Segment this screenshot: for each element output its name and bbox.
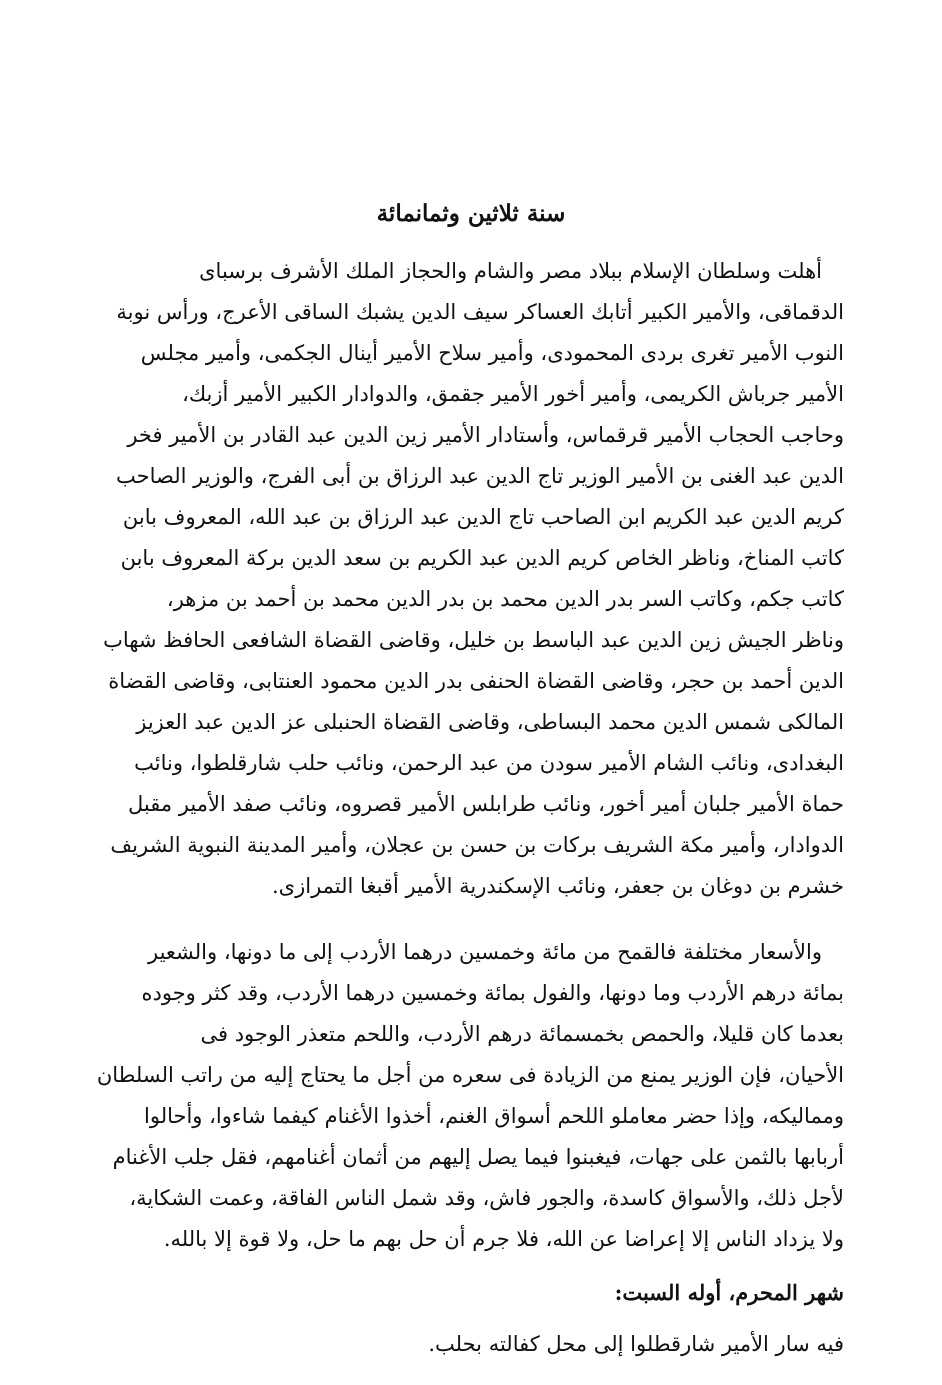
text-line: البغدادى، ونائب الشام الأمير سودن من عبد الرحمن، ونائب حلب شارقلطوا، ونائب (134, 751, 844, 775)
text-line: والأسعار مختلفة فالقمح من مائة وخمسين درهما الأردب إلى ما دونها، والشعير (148, 940, 822, 964)
text-line: بعدما كان قليلا، والحمص بخمسمائة درهم الأردب، واللحم متعذر الوجود فى (200, 1022, 844, 1046)
text-line: كاتب جكم، وكاتب السر بدر الدين محمد بن بدر الدين محمد بن أحمد بن مزهر، (166, 587, 844, 611)
text-line: الأحيان، فإن الوزير يمنع من الزيادة فى سعره من أجل ما يحتاج إليه من راتب السلطان (96, 1063, 844, 1087)
text-line: المالكى شمس الدين محمد البساطى، وقاضى القضاة الحنبلى عز الدين عبد العزيز (136, 710, 844, 734)
text-line: النوب الأمير تغرى بردى المحمودى، وأمير سلاح الأمير أينال الجكمى، وأمير مجلس (140, 341, 844, 365)
text-line: خشرم بن دوغان بن جعفر، ونائب الإسكندرية الأمير أقبغا التمرازى. (271, 874, 844, 898)
text-line: وناظر الجيش زين الدين عبد الباسط بن خليل، وقاضى القضاة الشافعى الحافظ شهاب (103, 628, 844, 652)
month-heading: شهر المحرم، أوله السبت: (614, 1280, 844, 1305)
text-line: كاتب المناخ، وناظر الخاص كريم الدين عبد الكريم بن سعد الدين بركة المعروف بابن (120, 546, 844, 570)
text-line: الدين أحمد بن حجر، وقاضى القضاة الحنفى بدر الدين محمود العنتابى، وقاضى القضاة (108, 669, 844, 693)
text-line: الأمير جرباش الكريمى، وأمير أخور الأمير جقمق، والدوادار الكبير الأمير أزبك، (182, 382, 844, 406)
text-line: الدين عبد الغنى بن الأمير الوزير تاج الدين عبد الرزاق بن أبى الفرج، والوزير الصاحب (116, 464, 844, 488)
year-title: سنة ثلاثين وثمانمائة (376, 200, 566, 227)
text-line: ومماليكه، وإذا حضر معاملو اللحم أسواق الغنم، أخذوا الأغنام كيفما شاءوا، وأحالوا (144, 1104, 844, 1128)
text-line: كريم الدين عبد الكريم ابن الصاحب تاج الدين عبد الرزاق بن عبد الله، المعروف بابن (122, 505, 844, 529)
text-line: ولا يزداد الناس إلا إعراضا عن الله، فلا جرم أن حل بهم ما حل، ولا قوة إلا بالله. (163, 1227, 844, 1251)
text-line: الدقماقى، والأمير الكبير أتابك العساكر سيف الدين يشبك الساقى الأعرج، ورأس نوبة (116, 300, 844, 324)
text-line: حماة الأمير جلبان أمير أخور، ونائب طرابلس الأمير قصروه، ونائب صفد الأمير مقبل (127, 792, 844, 816)
text-line: وحاجب الحجاب الأمير قرقماس، وأستادار الأمير زين الدين عبد القادر بن الأمير فخر (127, 423, 844, 447)
text-line: أربابها بالثمن على جهات، فيغبنوا فيما يصل إليهم من أثمان أغنامهم، فقل جلب الأغنام (112, 1145, 844, 1169)
text-line: بمائة درهم الأردب وما دونها، والفول بمائة وخمسين درهما الأردب، وقد كثر وجوده (141, 981, 844, 1005)
text-line: لأجل ذلك، والأسواق كاسدة، والجور فاش، وقد شمل الناس الفاقة، وعمت الشكاية، (129, 1186, 844, 1210)
text-line: فيه سار الأمير شارقطلوا إلى محل كفالته بحلب. (428, 1332, 844, 1356)
text-line: أهلت وسلطان الإسلام ببلاد مصر والشام والحجاز الملك الأشرف برسباى (199, 259, 822, 283)
text-line: الدوادار، وأمير مكة الشريف بركات بن حسن بن عجلان، وأمير المدينة النبوية الشريف (110, 833, 844, 857)
